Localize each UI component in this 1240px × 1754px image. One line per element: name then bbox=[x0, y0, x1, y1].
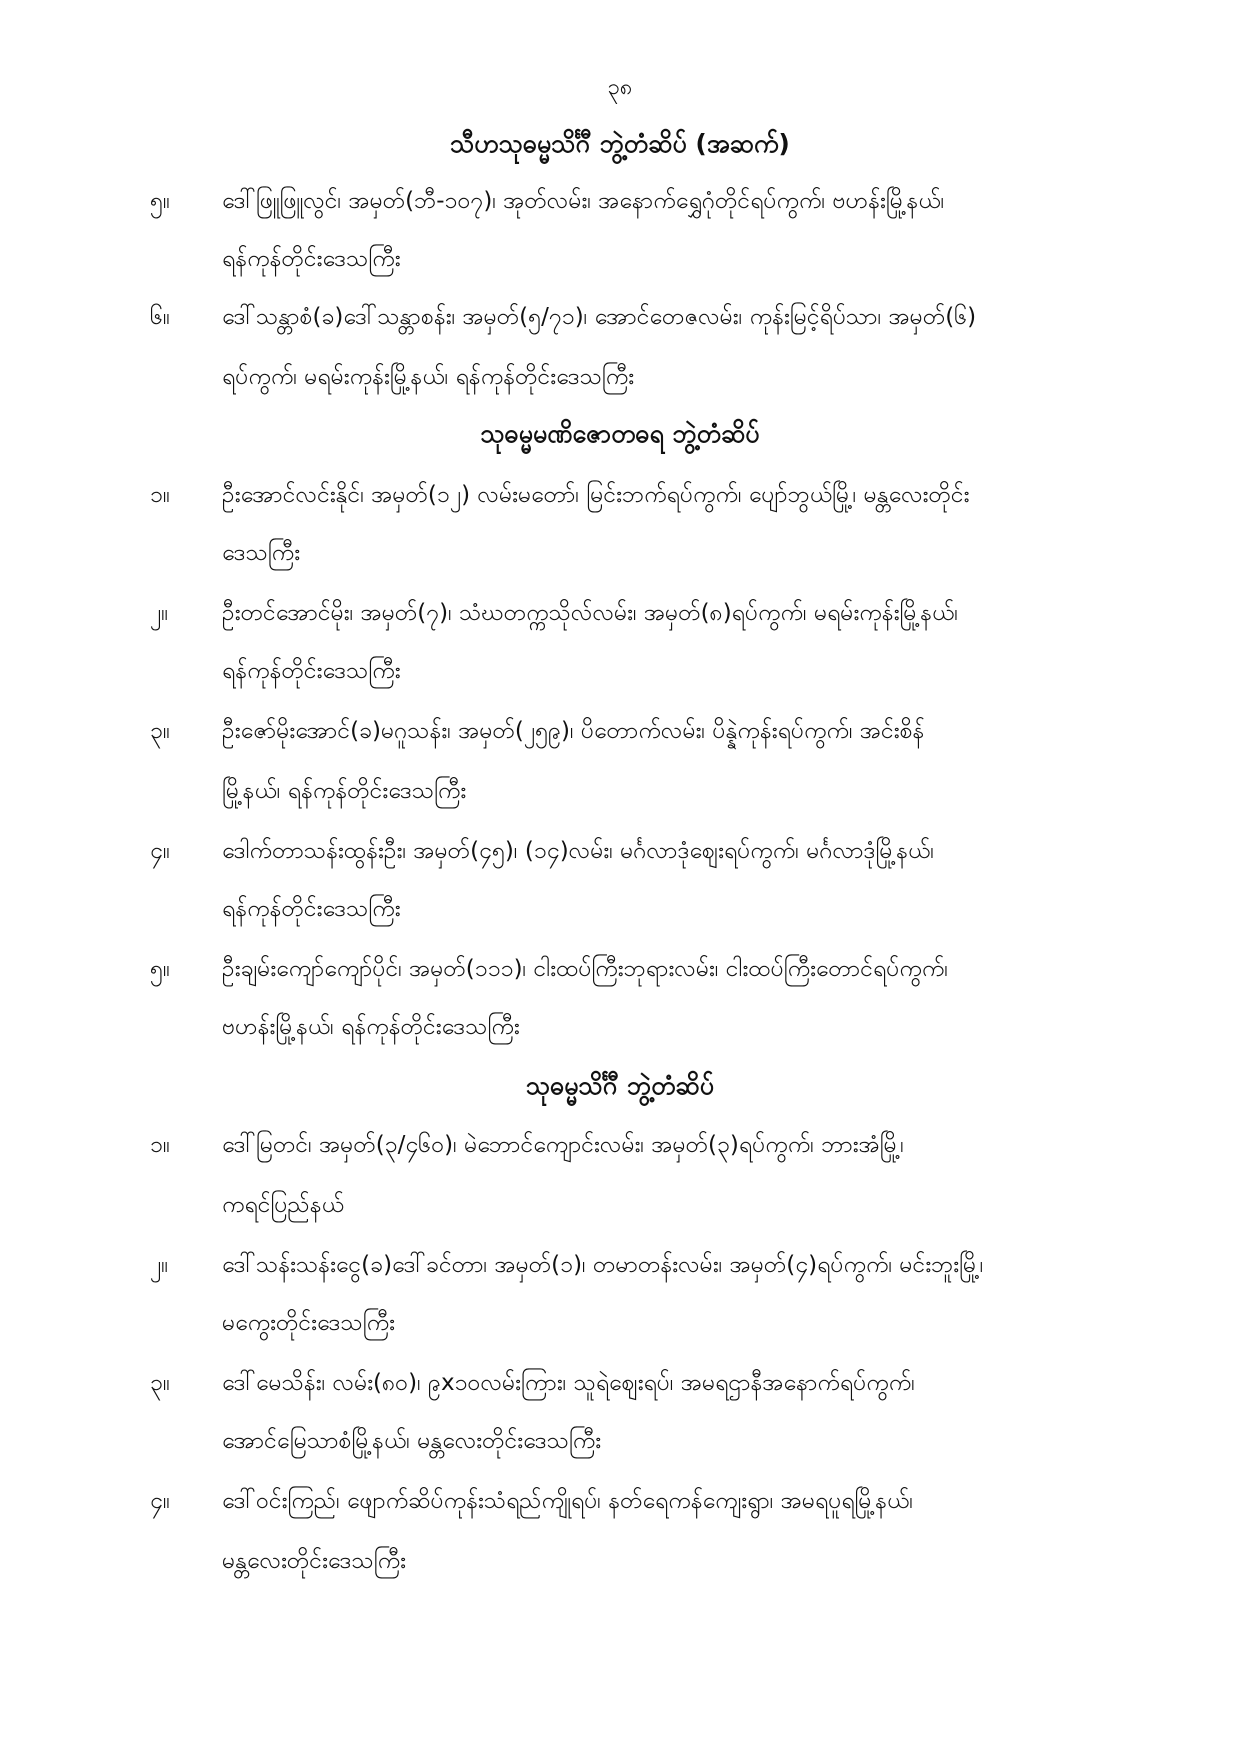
entry-number: ၅။ bbox=[150, 188, 170, 214]
entry-line: ကရင်ပြည်နယ် bbox=[222, 1192, 344, 1218]
entry-line: ဒေါက်တာသန်းထွန်းဦး၊ အမှတ်(၄၅)၊ (၁၄)လမ်း၊ မင်္ဂလာဒုံဈေးရပ်ကွက်၊ မင်္ဂလာဒုံမြို့နယ်၊ bbox=[222, 838, 934, 864]
entry-line: ဒေါ်မေသိန်း၊ လမ်း(၈၀)၊ ၉x၁၀လမ်းကြား၊ သူရဲဈေးရပ်၊ အမရဌာနီအနောက်ရပ်ကွက်၊ bbox=[222, 1370, 915, 1396]
entry-line: ရန်ကုန်တိုင်းဒေသကြီး bbox=[222, 896, 401, 922]
entry-line: ဒေါ်ဝင်းကြည်၊ ဖျောက်ဆိပ်ကုန်းသံရည်ကျိုရပ်၊ နတ်ရေကန်ကျေးရွာ၊ အမရပူရမြို့နယ်၊ bbox=[222, 1488, 913, 1514]
entry-line: ရန်ကုန်တိုင်းဒေသကြီး bbox=[222, 658, 401, 684]
entry-line: ဒေသကြီး bbox=[222, 540, 301, 566]
entry-line: ဗဟန်းမြို့နယ်၊ ရန်ကုန်တိုင်းဒေသကြီး bbox=[222, 1014, 520, 1040]
entry-line: မန္တလေးတိုင်းဒေသကြီး bbox=[222, 1548, 406, 1574]
entry-number: ၂။ bbox=[150, 600, 169, 626]
entry-line: ဒေါ်သန်းသန်းငွေ(ခ)ဒေါ်ခင်တာ၊ အမှတ်(၁)၊ တမာတန်းလမ်း၊ အမှတ်(၄)ရပ်ကွက်၊ မင်းဘူးမြို့၊ bbox=[222, 1252, 984, 1278]
entry-line: ဒေါ်ဖြူဖြူလွင်၊ အမှတ်(ဘီ-၁၀၇)၊ အုတ်လမ်း၊ အနောက်ရွှေဂုံတိုင်ရပ်ကွက်၊ ဗဟန်းမြို့နယ်၊ bbox=[222, 188, 945, 214]
entry-line: ရပ်ကွက်၊ မရမ်းကုန်းမြို့နယ်၊ ရန်ကုန်တိုင်းဒေသကြီး bbox=[222, 364, 635, 390]
entry-line: မကွေးတိုင်းဒေသကြီး bbox=[222, 1310, 395, 1336]
section-heading: သုဓမ္မသိင်္ဂီ ဘွဲ့တံဆိပ် bbox=[526, 1071, 714, 1100]
entry-line: ဦးချမ်းကျော်ကျော်ပိုင်၊ အမှတ်(၁၁၁)၊ ငါးထပ်ကြီးဘုရားလမ်း၊ ငါးထပ်ကြီးတောင်ရပ်ကွက်၊ bbox=[222, 956, 948, 982]
section-heading: သုဓမ္မမဏိဇောတဓရ ဘွဲ့တံဆိပ် bbox=[480, 419, 760, 448]
entry-number: ၁။ bbox=[150, 482, 170, 508]
entry-number: ၃။ bbox=[150, 718, 170, 744]
page-number: ၃၈ bbox=[607, 75, 633, 100]
section-heading: သီဟသုဓမ္မသိင်္ဂီ ဘွဲ့တံဆိပ် (အဆက်) bbox=[450, 129, 790, 158]
entry-line: အောင်မြေသာစံမြို့နယ်၊ မန္တလေးတိုင်းဒေသကြီး bbox=[222, 1428, 602, 1454]
entry-number: ၄။ bbox=[150, 838, 170, 864]
entry-line: ဒေါ်မြတင်၊ အမှတ်(၃/၄၆၀)၊ မဲဘောင်ကျောင်းလမ်း၊ အမှတ်(၃)ရပ်ကွက်၊ ဘားအံမြို့၊ bbox=[222, 1132, 904, 1158]
entry-number: ၄။ bbox=[150, 1488, 170, 1514]
entry-number: ၃။ bbox=[150, 1370, 170, 1396]
entry-line: ရန်ကုန်တိုင်းဒေသကြီး bbox=[222, 246, 401, 272]
entry-line: ဦးဇော်မိုးအောင်(ခ)မဂူသန်း၊ အမှတ်(၂၅၉)၊ ပိတောက်လမ်း၊ ပိန္နဲကုန်းရပ်ကွက်၊ အင်းစိန် bbox=[222, 718, 925, 744]
entry-number: ၁။ bbox=[150, 1132, 170, 1158]
entry-number: ၅။ bbox=[150, 956, 170, 982]
entry-line: ဒေါ်သန္တာစံ(ခ)ဒေါ်သန္တာစန်း၊ အမှတ်(၅/၇၁)၊ အောင်တေဇလမ်း၊ ကုန်းမြင့်ရိပ်သာ၊ အမှတ်(၆) bbox=[222, 304, 977, 330]
entry-line: ဦးတင်အောင်မိုး၊ အမှတ်(၇)၊ သံဃတက္ကသိုလ်လမ်း၊ အမှတ်(၈)ရပ်ကွက်၊ မရမ်းကုန်းမြို့နယ်၊ bbox=[222, 600, 958, 626]
entry-line: ဦးအောင်လင်းနိုင်၊ အမှတ်(၁၂) လမ်းမတော်၊ မြင်းဘက်ရပ်ကွက်၊ ပျော်ဘွယ်မြို့၊ မန္တလေးတိုင်း bbox=[222, 482, 970, 508]
entry-number: ၂။ bbox=[150, 1252, 169, 1278]
entry-number: ၆။ bbox=[150, 304, 170, 330]
entry-line: မြို့နယ်၊ ရန်ကုန်တိုင်းဒေသကြီး bbox=[222, 778, 467, 804]
